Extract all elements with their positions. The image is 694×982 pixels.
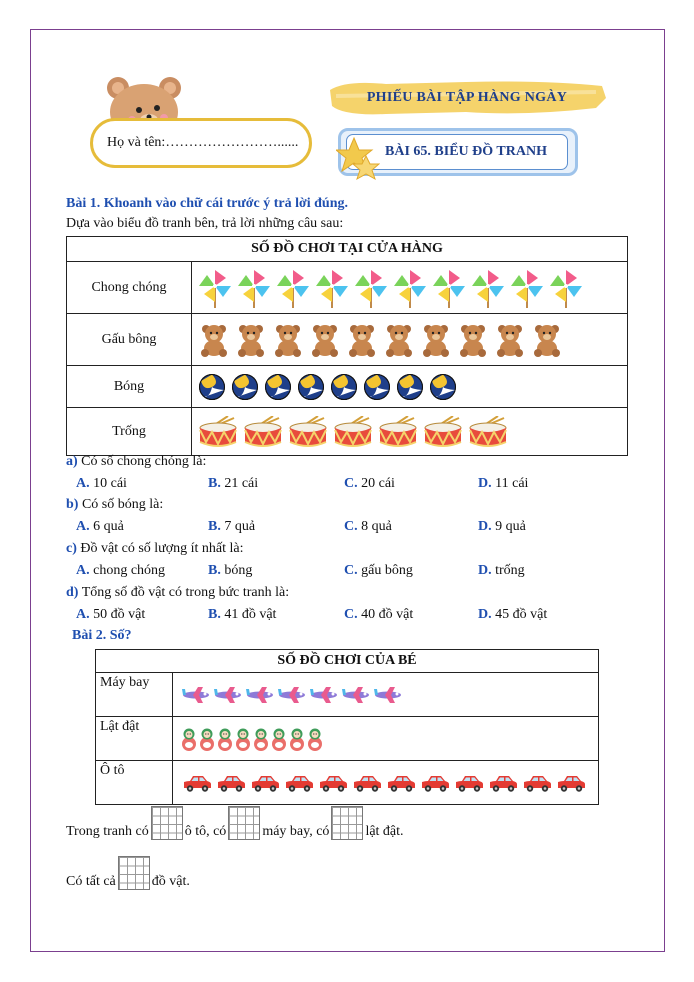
toy-store-pictograph (66, 236, 628, 456)
drum-row (192, 408, 628, 456)
row-label-ball: Bóng (67, 366, 192, 408)
car-icon (555, 775, 589, 790)
bai2-heading: Bài 2. Số? (72, 628, 132, 643)
pinwheel-icon (549, 280, 588, 295)
answer-sentence-1: Trong tranh có ô tô, có máy bay, có lật đật. (66, 806, 404, 840)
table2-title: SỐ ĐỒ CHƠI CỦA BÉ (96, 650, 599, 673)
teddy-bear-icon (531, 332, 568, 347)
car-row (173, 761, 599, 805)
roly-poly-doll-icon (307, 731, 325, 746)
pinwheel-icon (276, 280, 315, 295)
airplane-icon (373, 687, 405, 702)
option-0-0[interactable]: A. 10 cái (76, 476, 127, 491)
volleyball-icon (198, 379, 231, 394)
row-label-pinwheel: Chong chóng (67, 262, 192, 314)
pinwheel-row (192, 262, 628, 314)
car-icon (419, 775, 453, 790)
car-icon (487, 775, 521, 790)
roly-poly-doll-icon (181, 731, 199, 746)
row-label-drum: Trống (67, 408, 192, 456)
volleyball-icon (264, 379, 297, 394)
pinwheel-icon (315, 280, 354, 295)
option-2-1[interactable]: B. bóng (208, 563, 253, 578)
car-icon (181, 775, 215, 790)
bai1-heading: Bài 1. Khoanh vào chữ cái trước ý trả lời đúng. (66, 196, 348, 211)
drum-icon (243, 424, 288, 439)
roly-poly-doll-icon (289, 731, 307, 746)
roly-poly-doll-icon (199, 731, 217, 746)
teddy-bear-icon (420, 332, 457, 347)
volleyball-icon (396, 379, 429, 394)
question-2: c) Đồ vật có số lượng ít nhất là: (66, 541, 244, 556)
option-3-2[interactable]: C. 40 đồ vật (344, 607, 414, 622)
drum-icon (288, 424, 333, 439)
roly-poly-doll-icon (217, 731, 235, 746)
volleyball-icon (297, 379, 330, 394)
car-icon (249, 775, 283, 790)
volleyball-icon (429, 379, 462, 394)
drum-icon (378, 424, 423, 439)
option-0-2[interactable]: C. 20 cái (344, 476, 395, 491)
question-1: b) Có số bóng là: (66, 497, 164, 512)
volleyball-icon (231, 379, 264, 394)
option-1-0[interactable]: A. 6 quả (76, 519, 124, 534)
car-icon (317, 775, 351, 790)
teddy-bear-icon (198, 332, 235, 347)
teddy-bear-icon (235, 332, 272, 347)
airplane-icon (213, 687, 245, 702)
car-icon (385, 775, 419, 790)
pinwheel-icon (432, 280, 471, 295)
airplane-icon (341, 687, 373, 702)
question-0: a) Có số chong chóng là: (66, 454, 207, 469)
airplane-row (173, 673, 599, 717)
car-icon (351, 775, 385, 790)
row-label-airplane: Máy bay (96, 673, 173, 717)
option-3-3[interactable]: D. 45 đồ vật (478, 607, 548, 622)
drum-icon (333, 424, 378, 439)
teddy-bear-icon (383, 332, 420, 347)
question-3: d) Tổng số đồ vật có trong bức tranh là: (66, 585, 290, 600)
answer-box-dolls[interactable] (331, 806, 363, 840)
pinwheel-icon (393, 280, 432, 295)
name-label: Họ và tên:……………………...... (107, 135, 299, 150)
teddy-bear-icon (457, 332, 494, 347)
row-label-car: Ô tô (96, 761, 173, 805)
star-icon (336, 134, 380, 184)
row-label-teddy: Gấu bông (67, 314, 192, 366)
option-0-3[interactable]: D. 11 cái (478, 476, 529, 491)
volleyball-icon (363, 379, 396, 394)
option-1-3[interactable]: D. 9 quả (478, 519, 526, 534)
option-3-0[interactable]: A. 50 đồ vật (76, 607, 146, 622)
pinwheel-icon (237, 280, 276, 295)
option-1-1[interactable]: B. 7 quả (208, 519, 256, 534)
teddy-row (192, 314, 628, 366)
pinwheel-icon (471, 280, 510, 295)
teddy-bear-icon (309, 332, 346, 347)
car-icon (283, 775, 317, 790)
airplane-icon (277, 687, 309, 702)
roly-poly-doll-icon (271, 731, 289, 746)
drum-icon (198, 424, 243, 439)
roly-poly-doll-icon (235, 731, 253, 746)
teddy-bear-icon (494, 332, 531, 347)
car-icon (521, 775, 555, 790)
name-field[interactable] (90, 118, 312, 168)
drum-icon (423, 424, 468, 439)
answer-box-airplanes[interactable] (228, 806, 260, 840)
option-2-2[interactable]: C. gấu bông (344, 563, 413, 578)
table1-title: SỐ ĐỒ CHƠI TẠI CỬA HÀNG (67, 237, 628, 262)
option-1-2[interactable]: C. 8 quả (344, 519, 392, 534)
bai1-intro: Dựa vào biểu đồ tranh bên, trả lời những câu sau: (66, 216, 344, 231)
option-2-3[interactable]: D. trống (478, 563, 525, 578)
banner-title: PHIẾU BÀI TẬP HÀNG NGÀY (366, 90, 568, 105)
lesson-title: BÀI 65. BIỂU ĐỒ TRANH (346, 134, 568, 170)
pinwheel-icon (354, 280, 393, 295)
airplane-icon (245, 687, 277, 702)
car-icon (453, 775, 487, 790)
pinwheel-icon (198, 280, 237, 295)
airplane-icon (309, 687, 341, 702)
option-2-0[interactable]: A. chong chóng (76, 563, 166, 578)
teddy-bear-icon (272, 332, 309, 347)
volleyball-icon (330, 379, 363, 394)
teddy-bear-icon (346, 332, 383, 347)
answer-sentence-2: Có tất cả đồ vật. (66, 856, 190, 890)
row-label-doll: Lật đật (96, 717, 173, 761)
kid-toys-pictograph (95, 649, 599, 805)
ball-row (192, 366, 628, 408)
option-3-1[interactable]: B. 41 đồ vật (208, 607, 277, 622)
roly-poly-doll-icon (253, 731, 271, 746)
answer-box-cars[interactable] (151, 806, 183, 840)
pinwheel-icon (510, 280, 549, 295)
airplane-icon (181, 687, 213, 702)
car-icon (215, 775, 249, 790)
doll-row (173, 717, 599, 761)
answer-box-total[interactable] (118, 856, 150, 890)
option-0-1[interactable]: B. 21 cái (208, 476, 259, 491)
drum-icon (468, 424, 513, 439)
